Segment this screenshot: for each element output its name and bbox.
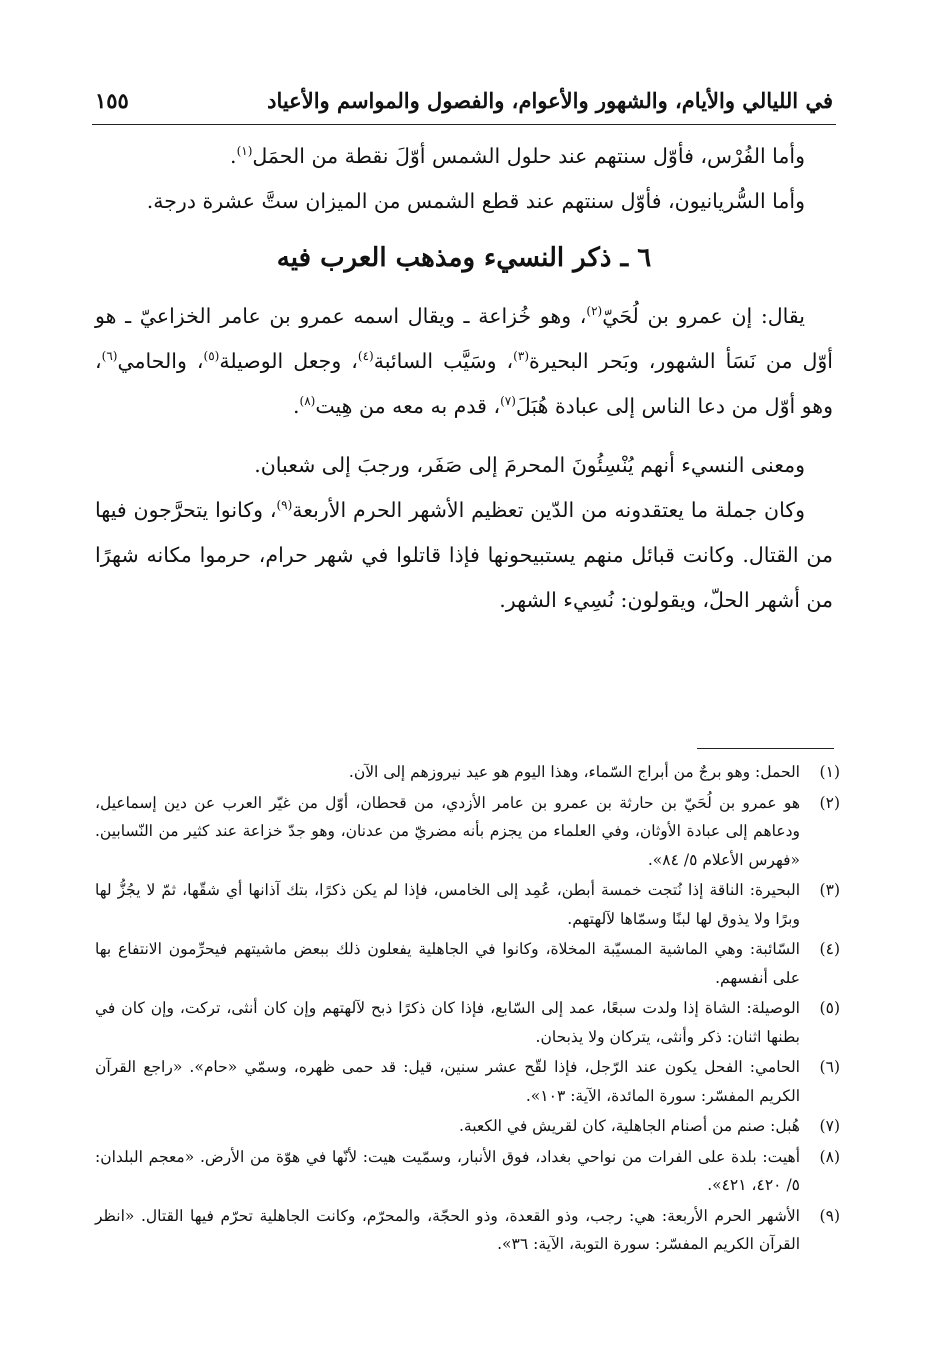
footnote-3: (٣) البحيرة: الناقة إذا نُتجت خمسة أبطن، عُمِد إلى الخامس، فإذا لم يكن ذكرًا، بتك آذانها أي شقّها، ثمّ لا يجُزُّ لها وبرًا ولا يذوق لها لبنًا وسمّاها لآلهتهم. — [95, 881, 840, 928]
footnote-9: (٩) الأشهر الحرم الأربعة: هي: رجب، وذو القعدة، وذو الحجّة، والمحرّم، وكانت الجاهلية تحرّم فيها القتال. «انظر القرآن الكريم المفسّر: سورة التوبة، الآية: ٣٦». — [95, 1206, 840, 1253]
footnote-ref: (١) — [236, 144, 253, 159]
section-heading: ٦ ـ ذكر النسيء ومذهب العرب فيه — [276, 243, 652, 273]
header-rule — [92, 124, 836, 125]
footnote-6: (٦) الحامي: الفحل يكون عند الرّجل، فإذا لقّح عشر سنين، قيل: قد حمى ظهره، وسمّي «حام». «راجع القرآن الكريم المفسّر: سورة المائدة، الآية: ١٠٣». — [95, 1058, 840, 1105]
footnote-1: (١) الحمل: وهو برجٌ من أبراج السّماء، وهذا اليوم هو عيد نيروزهم إلى الآن. — [348, 763, 840, 781]
paragraph-syriacs: وأما السُّريانيون، فأوّل سنتهم عند قطع الشمس من الميزان ستَّ عشرة درجة. — [146, 189, 805, 213]
paragraph-sacred-months: وكان جملة ما يعتقدونه من الدّين تعظيم الأشهر الحرم الأربعة$^{(٩)}$، وكانوا يتحرَّجون فيها من القتال. وكانت قبائل منهم يستبيحونها فإذا قاتلوا في شهر حرام، حرموا مكانه شهرًا من أشهر الحلّ، ويقولون: نُسِيء الشهر. — [95, 498, 833, 612]
running-title: في الليالي والأيام، والشهور والأعوام، والفصول والمواسم والأعياد — [267, 87, 833, 113]
footnote-ref: (٨) — [299, 394, 316, 409]
paragraph-meaning-nasi: ومعنى النسيء أنهم يُنْسِئُونَ المحرمَ إلى صَفَر، ورجبَ إلى شعبان. — [254, 453, 805, 477]
paragraph-amr-bin-luhay: يقال: إن عمرو بن لُحَيّ$^{(٢)}$، وهو خُزاعة ـ ويقال اسمه عمرو بن عامر الخزاعيّ ـ هو أوّل من نَسَأ الشهور، وبَحر البحيرة$^{(٣)}$، وسَيَّب السائبة$^{(٤)}$، وجعل الوصيلة$^{(٥)}$، والحامي$^{(٦)}$، وهو أوّل من دعا الناس إلى عبادة هُبَلَ$^{(٧)}$، قدم به معه من هِيت$^{(٨)}$. — [95, 304, 833, 418]
footnote-8: (٨) أهيت: بلدة على الفرات من نواحي بغداد، فوق الأنبار، وسمّيت هيت: لأنّها في هوّة من الأرض. «معجم البلدان: ٥/ ٤٢٠، ٤٢١». — [95, 1147, 840, 1194]
footnote-7: (٧) هُبل: صنم من أصنام الجاهلية، كان لقريش في الكعبة. — [459, 1117, 840, 1135]
footnote-ref: (٣) — [513, 349, 529, 364]
page-number: ١٥٥ — [95, 87, 129, 113]
footnote-ref: (٦) — [101, 349, 118, 364]
main-text — [95, 134, 833, 623]
footnote-ref: (٤) — [357, 349, 374, 364]
footnote-separator — [697, 748, 834, 749]
footnote-ref: (٩) — [276, 498, 293, 513]
footnote-2: (٢) هو عمرو بن لُحَيّ بن حارثة بن عمرو بن عامر الأزدي، من قحطان، أوّل من غيّر العرب عن دين إسماعيل، ودعاهم إلى عبادة الأوثان، وفي العلماء من يجزم بأنه مضريّ من عدنان، وهو جدّ خزاعة عند كثير من النّسابين. «فهرس الأعلام ٥/ ٨٤». — [95, 793, 840, 869]
paragraph-persians: وأما الفُرْس، فأوّل سنتهم عند حلول الشمس أوّلَ نقطة من الحمَل$^{(١)}$. — [230, 144, 805, 168]
running-header — [95, 82, 833, 118]
footnote-ref: (٧) — [500, 394, 516, 409]
footnote-5: (٥) الوصيلة: الشاة إذا ولدت سبعًا، عمد إلى السّابع، فإذا كان ذكرًا ذبح لآلهتهم وإن كان أنثى، تركت، وإن كان في بطنها اثنان: ذكر وأنثى، يتركان ولا يذبحان. — [95, 999, 840, 1046]
footnote-ref: (٢) — [586, 304, 603, 319]
footnote-ref: (٥) — [203, 349, 220, 364]
footnote-4: (٤) السّائبة: وهي الماشية المسيّبة المخلاة، وكانوا في الجاهلية يفعلون ذلك ببعض ماشيتهم فيحرِّمون الانتفاع بها على أنفسهم. — [95, 940, 840, 987]
footnotes — [95, 758, 840, 1261]
